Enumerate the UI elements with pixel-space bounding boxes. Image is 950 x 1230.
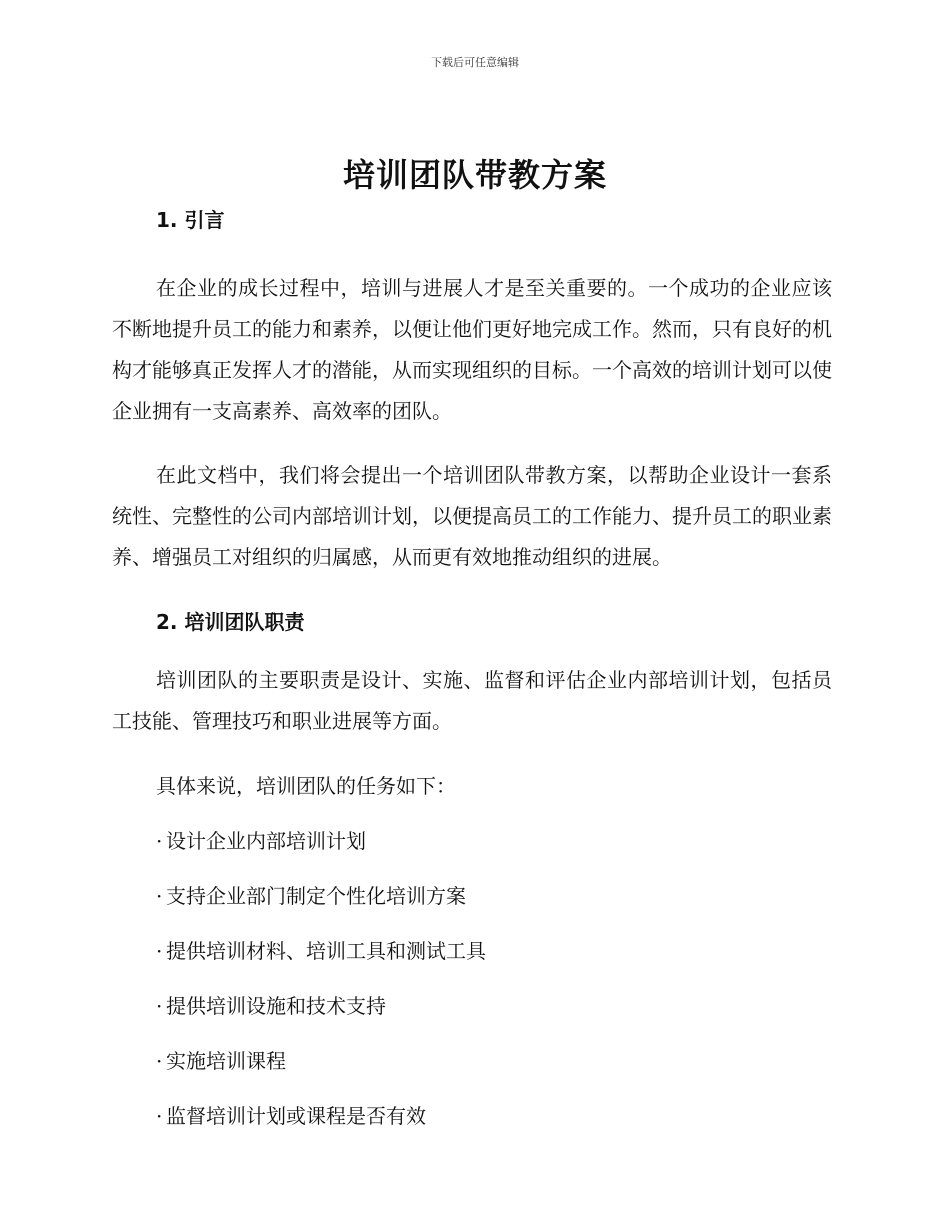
task-list bbox=[112, 827, 832, 1130]
list-item bbox=[112, 937, 832, 965]
task-intro: 具体来说，培训团队的任务如下： bbox=[156, 774, 456, 798]
section-heading-responsibilities: 2. 培训团队职责 bbox=[156, 610, 305, 634]
list-item-text: 设计企业内部培训计划 bbox=[166, 829, 366, 853]
bullet-dot: · bbox=[156, 994, 163, 1018]
bullet-dot: · bbox=[156, 884, 163, 908]
list-item-text: 支持企业部门制定个性化培训方案 bbox=[166, 884, 466, 908]
bullet-dot: · bbox=[156, 939, 163, 963]
list-item bbox=[112, 827, 832, 855]
list-item-text: 提供培训设施和技术支持 bbox=[166, 994, 386, 1018]
header-note: 下载后可任意编辑 bbox=[431, 56, 519, 69]
paragraph-responsibilities: 培训团队的主要职责是设计、实施、监督和评估企业内部培训计划，包括员工技能、管理技巧和职业进展等方面。 bbox=[112, 668, 832, 733]
document-body bbox=[112, 206, 832, 1130]
document-title: 培训团队带教方案 bbox=[342, 156, 607, 194]
list-item-text: 监督培训计划或课程是否有效 bbox=[166, 1104, 426, 1128]
bullet-dot: · bbox=[156, 829, 163, 853]
list-item bbox=[112, 1102, 832, 1130]
list-item-text: 提供培训材料、培训工具和测试工具 bbox=[166, 939, 486, 963]
list-item bbox=[112, 1047, 832, 1075]
bullet-dot: · bbox=[156, 1104, 163, 1128]
paragraph-intro-1: 在企业的成长过程中，培训与进展人才是至关重要的。一个成功的企业应该不断地提升员工的能力和素养，以便让他们更好地完成工作。然而，只有良好的机构才能够真正发挥人才的潜能，从而实现组织的目标。一个高效的培训计划可以使企业拥有一支高素养、高效率的团队。 bbox=[112, 276, 832, 423]
list-item bbox=[112, 882, 832, 910]
paragraph-intro-2: 在此文档中，我们将会提出一个培训团队带教方案，以帮助企业设计一套系统性、完整性的公司内部培训计划，以便提高员工的工作能力、提升员工的职业素养、增强员工对组织的归属感，从而更有效地推动组织的进展。 bbox=[112, 463, 832, 569]
list-item-text: 实施培训课程 bbox=[166, 1049, 286, 1073]
bullet-dot: · bbox=[156, 1049, 163, 1073]
section-heading-intro: 1. 引言 bbox=[156, 208, 225, 232]
list-item bbox=[112, 992, 832, 1020]
